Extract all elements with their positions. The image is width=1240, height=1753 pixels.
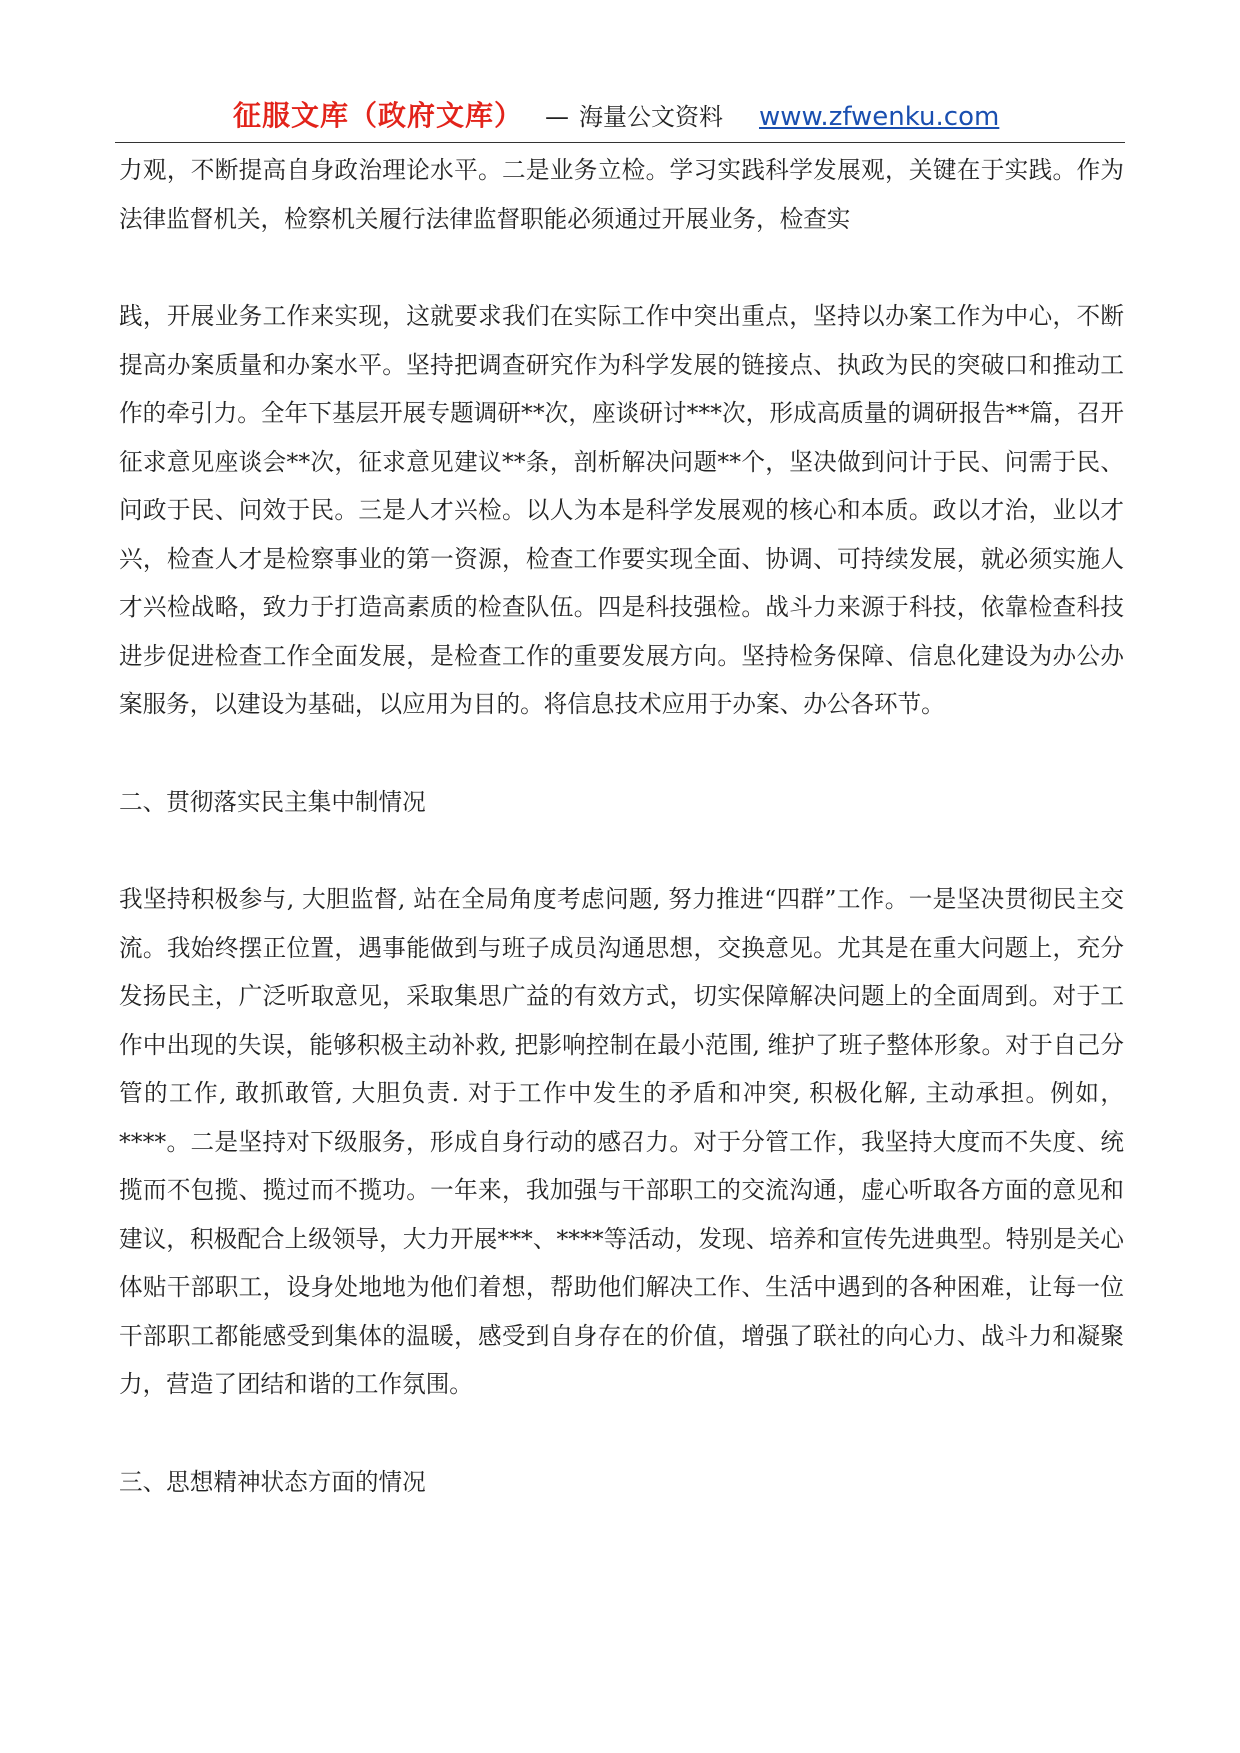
paragraph-3: 我坚持积极参与, 大胆监督, 站在全局角度考虑问题, 努力推进“四群”工作。一是坚决贯彻民主交流。我始终摆正位置，遇事能做到与班子成员沟通思想，交换意见。尤其是在重大问题上，充分发扬民主，广泛听取意见，采取集思广益的有效方式，切实保障解决问题上的全面周到。对于工作中出现的失误，能够积极主动补救, 把影响控制在最小范围, 维护了班子整体形象。对于自己分管的工作, 敢抓敢管, 大胆负责. 对于工作中发生的矛盾和冲突, 积极化解, 主动承担。例如，****。二是坚持对下级服务，形成自身行动的感召力。对于分管工作，我坚持大度而不失度、统揽而不包揽、揽过而不揽功。一年来，我加强与干部职工的交流沟通，虚心听取各方面的意见和建议，积极配合上级领导，大力开展***、****等活动，发现、培养和宣传先进典型。特别是关心体贴干部职工，设身处地地为他们着想，帮助他们解决工作、生活中遇到的各种困难，让每一位干部职工都能感受到集体的温暖，感受到自身存在的价值，增强了联社的向心力、战斗力和凝聚力，营造了团结和谐的工作氛围。 bbox=[119, 885, 1124, 1398]
header-line bbox=[233, 94, 999, 134]
document-header bbox=[115, 92, 1125, 143]
paragraph-2: 践，开展业务工作来实现，这就要求我们在实际工作中突出重点，坚持以办案工作为中心，不断提高办案质量和办案水平。坚持把调查研究作为科学发展的链接点、执政为民的突破口和推动工作的牵引力。全年下基层开展专题调研**次，座谈研讨***次，形成高质量的调研报告**篇，召开征求意见座谈会**次，征求意见建议**条，剖析解决问题**个，坚决做到问计于民、问需于民、问政于民、问效于民。三是人才兴检。以人为本是科学发展观的核心和本质。政以才治，业以才兴，检查人才是检察事业的第一资源，检查工作要实现全面、协调、可持续发展，就必须实施人才兴检战略，致力于打造高素质的检查队伍。四是科技强检。战斗力来源于科技，依靠检查科技进步促进检查工作全面发展，是检查工作的重要发展方向。坚持检务保障、信息化建设为办公办案服务，以建设为基础，以应用为目的。将信息技术应用于办案、办公各环节。 bbox=[119, 302, 1124, 718]
brand-title: 征服文库（政府文库） bbox=[233, 99, 524, 132]
paragraph-gap bbox=[119, 729, 1124, 778]
paragraph-gap bbox=[119, 826, 1124, 875]
paragraph-gap bbox=[119, 1409, 1124, 1458]
section-heading-3: 三、思想精神状态方面的情况 bbox=[119, 1467, 426, 1496]
website-link[interactable]: www.zfwenku.com bbox=[759, 102, 1000, 132]
document-body bbox=[119, 146, 1124, 1506]
paragraph-1: 力观，不断提高自身政治理论水平。二是业务立检。学习实践科学发展观，关键在于实践。作为法律监督机关，检察机关履行法律监督职能必须通过开展业务，检查实 bbox=[119, 156, 1124, 233]
section-heading-2: 二、贯彻落实民主集中制情况 bbox=[119, 787, 426, 816]
header-dash: — bbox=[545, 103, 570, 131]
paragraph-gap bbox=[119, 243, 1124, 292]
header-tagline: 海量公文资料 bbox=[579, 103, 724, 131]
